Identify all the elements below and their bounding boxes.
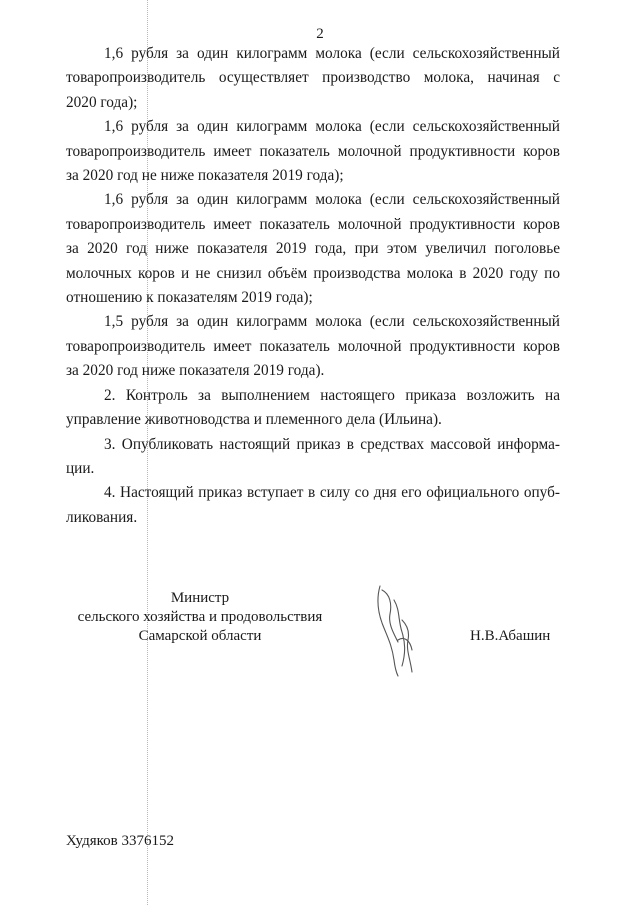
paragraph-line: за 2020 год не ниже показателя 2019 года);	[66, 167, 344, 185]
paragraph-line: 2020 года);	[66, 93, 138, 111]
signatory-title-line-1: Министр	[170, 590, 230, 606]
paragraph	[66, 481, 560, 530]
paragraph	[66, 310, 560, 383]
paragraph-line: товаропроизводитель имеет показатель молочной продуктивности коров	[66, 215, 560, 233]
paragraph-line: 3. Опубликовать настоящий приказ в средствах массовой информа-	[104, 435, 560, 453]
paragraph-line: товаропроизводитель имеет показатель молочной продуктивности коров	[66, 337, 560, 355]
paragraph	[66, 115, 560, 188]
paragraph-line: 1,6 рубля за один килограмм молока (если сельскохозяйственный	[104, 45, 560, 62]
paragraph-line: отношению к показателям 2019 года);	[66, 289, 313, 307]
paragraph-line: за 2020 год ниже показателя 2019 года).	[66, 362, 325, 380]
paragraph-line: 1,6 рубля за один килограмм молока (если сельскохозяйственный	[104, 118, 560, 136]
paragraph-line: управление животноводства и племенного дела (Ильина).	[66, 411, 442, 429]
paragraph-line: молочных коров и не снизил объём производства молока в 2020 году по	[66, 264, 560, 282]
executor-note: Худяков 3376152	[66, 833, 174, 849]
paragraph-line: 1,6 рубля за один килограмм молока (если сельскохозяйственный	[104, 191, 560, 209]
paragraph-line: ликования.	[66, 508, 138, 526]
paragraph	[66, 433, 560, 482]
signatory-title-line-3: Самарской области	[138, 628, 262, 644]
signatory-title-line-2: сельского хозяйства и продовольствия	[77, 609, 323, 625]
paragraph-line: за 2020 год ниже показателя 2019 года, при этом увеличил поголовье	[66, 240, 560, 258]
paragraph-line: 4. Настоящий приказ вступает в силу со дня его официального опуб-	[104, 484, 560, 502]
handwritten-signature	[372, 580, 432, 680]
paragraph-line: 2. Контроль за выполнением настоящего приказа возложить на	[104, 386, 560, 404]
paragraph-line: товаропроизводитель имеет показатель молочной продуктивности коров	[66, 142, 560, 160]
document-body	[66, 42, 560, 530]
page-number: 2	[316, 26, 324, 42]
signatory-name: Н.В.Абашин	[470, 628, 551, 644]
paragraph	[66, 188, 560, 310]
signature-block	[0, 590, 640, 680]
paragraph	[66, 384, 560, 433]
paragraph-line: товаропроизводитель осуществляет производство молока, начиная с	[66, 69, 560, 87]
paragraph-line: ции.	[66, 459, 95, 477]
paragraph-line: 1,5 рубля за один килограмм молока (если сельскохозяйственный	[104, 313, 560, 331]
paragraph	[66, 42, 560, 115]
